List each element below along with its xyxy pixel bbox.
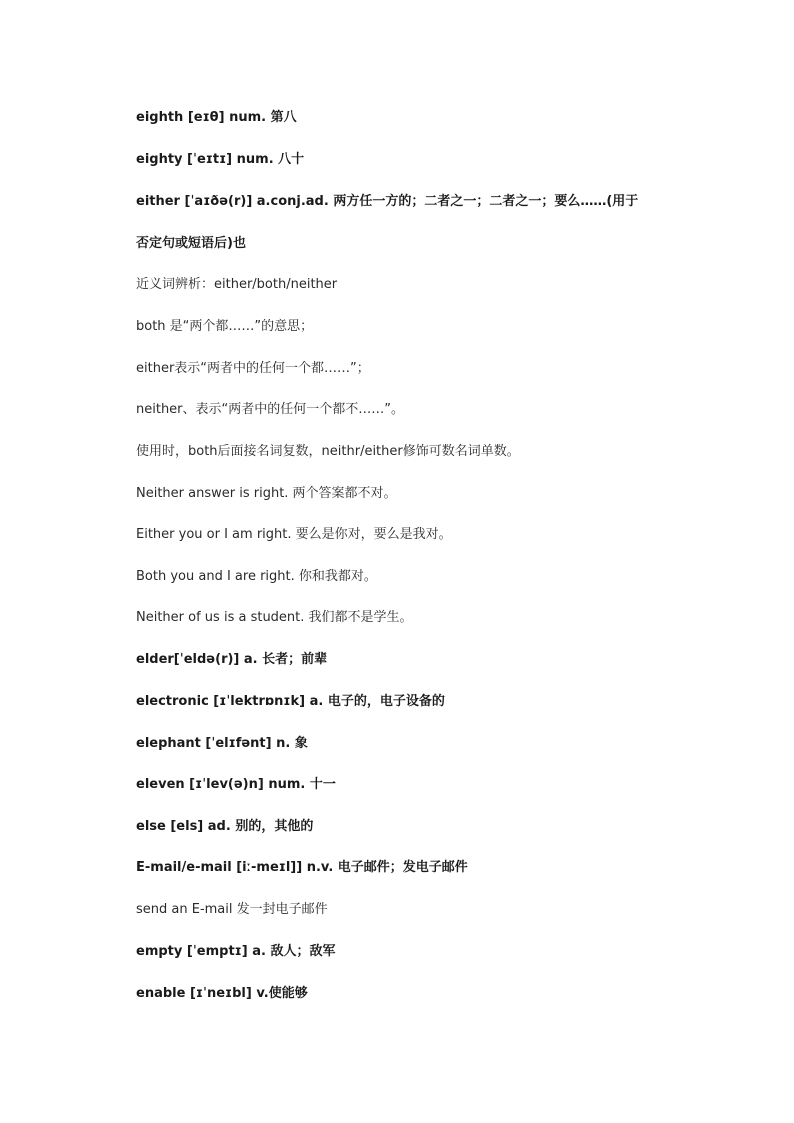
example-sentence-neither-of-us: Neither of us is a student. 我们都不是学生。 (136, 610, 413, 625)
example-sentence-either-you: Either you or I am right. 要么是你对，要么是我对。 (136, 527, 452, 542)
entry-enable: enable [ɪˈneɪbl] v.使能够 (136, 986, 308, 1001)
example-phrase-send-email: send an E-mail 发一封电子邮件 (136, 902, 328, 917)
entry-either-continued: 否定句或短语后)也 (136, 236, 246, 251)
entry-electronic: electronic [ɪˈlektrɒnɪk] a. 电子的，电子设备的 (136, 694, 445, 709)
entry-eighth: eighth [eɪθ] num. 第八 (136, 110, 297, 125)
entry-else: else [els] ad. 别的，其他的 (136, 819, 314, 834)
entry-elephant: elephant [ˈelɪfənt] n. 象 (136, 736, 308, 751)
note-both: both 是“两个都……”的意思； (136, 319, 314, 334)
usage-note: 使用时，both后面接名词复数，neithr/either修饰可数名词单数。 (136, 444, 520, 459)
note-either: either表示“两者中的任何一个都……”； (136, 361, 370, 376)
entry-eighty: eighty [ˈeɪtɪ] num. 八十 (136, 152, 305, 167)
entry-email: E-mail/e-mail [iː-meɪl]] n.v. 电子邮件；发电子邮件 (136, 860, 468, 875)
entry-elder: elder[ˈeldə(r)] a. 长者；前辈 (136, 652, 328, 667)
synonym-analysis-heading: 近义词辨析：either/both/neither (136, 277, 338, 292)
entry-empty: empty [ˈemptɪ] a. 敌人；敌军 (136, 944, 336, 959)
entry-either: either [ˈaɪðə(r)] a.conj.ad. 两方任一方的；二者之一；二者之一；要么……(用于 (136, 194, 639, 209)
example-sentence-neither-answer: Neither answer is right. 两个答案都不对。 (136, 486, 397, 501)
entry-eleven: eleven [ɪˈlev(ə)n] num. 十一 (136, 777, 336, 792)
example-sentence-both-you: Both you and I are right. 你和我都对。 (136, 569, 377, 584)
note-neither: neither、表示“两者中的任何一个都不……”。 (136, 402, 404, 417)
